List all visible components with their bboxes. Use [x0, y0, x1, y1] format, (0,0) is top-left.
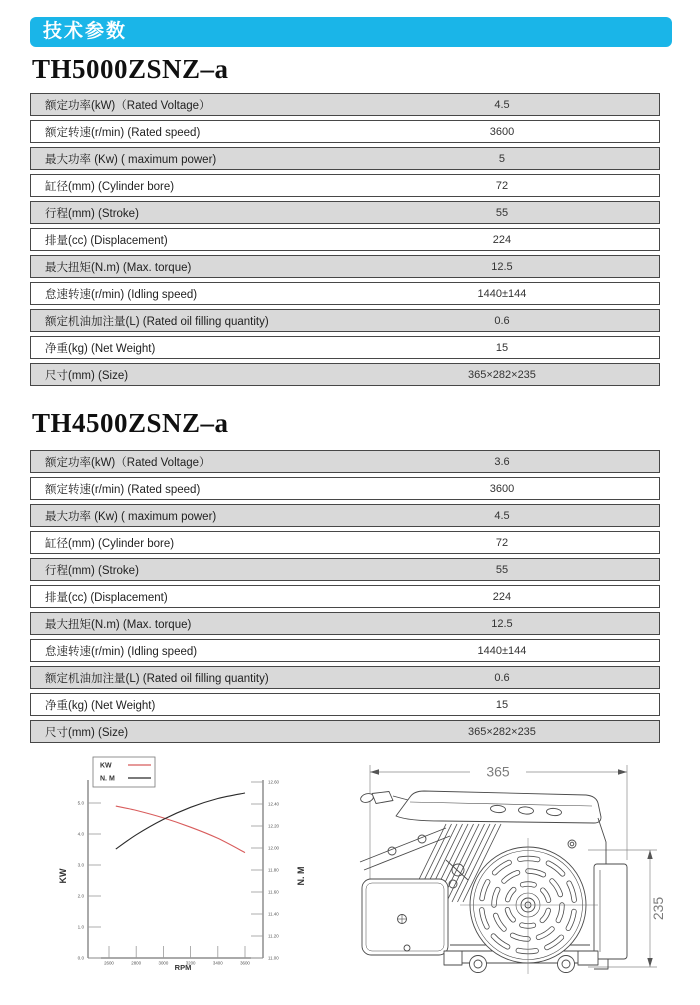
svg-text:12.20: 12.20 — [268, 823, 279, 829]
spec-row — [30, 693, 660, 716]
spec-value: 72 — [495, 179, 509, 192]
spec-label: 行程(mm) (Stroke) — [45, 564, 139, 577]
spec-label: 缸径(mm) (Cylinder bore) — [45, 180, 175, 193]
spec-table — [30, 450, 660, 747]
spec-label: 额定功率(kW)（Rated Voltage） — [45, 456, 211, 469]
svg-text:3200: 3200 — [185, 960, 196, 966]
spec-label: 最大扭矩(N.m) (Max. torque) — [45, 261, 192, 274]
svg-text:KW: KW — [100, 762, 112, 770]
svg-text:4.0: 4.0 — [77, 831, 84, 837]
spec-label: 最大扭矩(N.m) (Max. torque) — [45, 618, 192, 631]
svg-text:11.00: 11.00 — [268, 955, 279, 961]
section-header: 技术参数 — [30, 17, 672, 47]
performance-chart-area — [45, 748, 345, 998]
svg-text:5.0: 5.0 — [77, 800, 84, 806]
svg-text:2800: 2800 — [131, 960, 142, 966]
svg-text:1.0: 1.0 — [77, 924, 84, 930]
svg-text:RPM: RPM — [174, 963, 192, 972]
spec-row — [30, 558, 660, 581]
muffler — [362, 879, 448, 955]
engine-dimension-drawing — [350, 752, 698, 1000]
spec-value: 3600 — [489, 125, 515, 138]
spec-value: 1440±144 — [477, 287, 527, 300]
spec-row — [30, 477, 660, 500]
spec-value: 365×282×235 — [468, 725, 536, 738]
spec-label: 行程(mm) (Stroke) — [45, 207, 139, 220]
spec-label: 额定机油加注量(L) (Rated oil filling quantity) — [45, 672, 269, 685]
spec-row — [30, 612, 660, 635]
spec-value: 224 — [492, 233, 512, 246]
svg-text:N. M: N. M — [296, 866, 306, 886]
spec-value: 0.6 — [494, 314, 510, 327]
spec-row — [30, 228, 660, 251]
svg-text:11.60: 11.60 — [268, 889, 279, 895]
svg-text:11.40: 11.40 — [268, 911, 279, 917]
spec-row — [30, 585, 660, 608]
svg-text:12.40: 12.40 — [268, 801, 279, 807]
spec-label: 怠速转速(r/min) (Idling speed) — [45, 288, 198, 301]
spec-row — [30, 147, 660, 170]
spec-value: 72 — [495, 536, 509, 549]
chart-legend — [93, 757, 155, 787]
svg-text:12.60: 12.60 — [268, 779, 279, 785]
engine-dimension-drawing-area — [350, 752, 698, 1000]
spec-row — [30, 309, 660, 332]
svg-text:11.20: 11.20 — [268, 933, 279, 939]
svg-text:KW: KW — [58, 868, 68, 884]
spec-label: 额定机油加注量(L) (Rated oil filling quantity) — [45, 315, 269, 328]
spec-label: 排量(cc) (Displacement) — [45, 591, 168, 604]
spec-value: 365×282×235 — [468, 368, 536, 381]
spec-row — [30, 531, 660, 554]
spec-value: 12.5 — [491, 260, 513, 273]
svg-text:2600: 2600 — [104, 960, 114, 966]
svg-text:N. M: N. M — [100, 775, 115, 783]
spec-row — [30, 120, 660, 143]
spec-row — [30, 720, 660, 743]
spec-row — [30, 282, 660, 305]
spec-value: 224 — [492, 590, 512, 603]
spec-value: 12.5 — [491, 617, 513, 630]
svg-text:3600: 3600 — [240, 960, 250, 966]
spec-label: 额定功率(kW)（Rated Voltage） — [45, 99, 211, 112]
height-dimension-label: 235 — [650, 896, 666, 921]
series-nm-curve — [116, 793, 245, 849]
spec-row — [30, 201, 660, 224]
spec-label: 最大功率 (Kw) ( maximum power) — [45, 510, 217, 523]
spec-row — [30, 255, 660, 278]
model-title: TH4500ZSNZ–a — [32, 408, 229, 438]
spec-row — [30, 93, 660, 116]
spec-label: 额定转速(r/min) (Rated speed) — [45, 483, 201, 496]
svg-text:2.0: 2.0 — [77, 893, 84, 899]
spec-value: 4.5 — [494, 98, 510, 111]
spark-plug — [360, 792, 408, 804]
spec-row — [30, 363, 660, 386]
performance-chart — [45, 748, 345, 998]
svg-text:3400: 3400 — [212, 960, 223, 966]
spec-value: 4.5 — [494, 509, 510, 522]
svg-text:3000: 3000 — [158, 960, 169, 966]
spec-value: 5 — [498, 152, 506, 165]
spec-label: 额定转速(r/min) (Rated speed) — [45, 126, 201, 139]
spec-label: 尺寸(mm) (Size) — [45, 369, 129, 382]
spec-row — [30, 450, 660, 473]
spec-label: 排量(cc) (Displacement) — [45, 234, 168, 247]
spec-label: 怠速转速(r/min) (Idling speed) — [45, 645, 198, 658]
spec-value: 15 — [495, 341, 509, 354]
width-dimension-label: 365 — [486, 763, 510, 780]
spec-value: 15 — [495, 698, 509, 711]
svg-text:0.0: 0.0 — [77, 955, 84, 961]
model-title: TH5000ZSNZ–a — [32, 54, 229, 84]
spec-row — [30, 336, 660, 359]
series-kw-curve — [116, 806, 245, 853]
spec-label: 净重(kg) (Net Weight) — [45, 699, 156, 712]
spec-row — [30, 174, 660, 197]
spec-row — [30, 504, 660, 527]
engine-line-art — [360, 791, 627, 974]
spec-row — [30, 666, 660, 689]
spec-value: 55 — [495, 563, 509, 576]
svg-text:3.0: 3.0 — [77, 862, 84, 868]
spec-value: 1440±144 — [477, 644, 527, 657]
spec-value: 3600 — [489, 482, 515, 495]
spec-row — [30, 639, 660, 662]
spec-value: 55 — [495, 206, 509, 219]
svg-text:12.00: 12.00 — [268, 845, 279, 851]
spec-label: 尺寸(mm) (Size) — [45, 726, 129, 739]
spec-label: 缸径(mm) (Cylinder bore) — [45, 537, 175, 550]
svg-text:11.80: 11.80 — [268, 867, 279, 873]
spec-label: 净重(kg) (Net Weight) — [45, 342, 156, 355]
spec-value: 0.6 — [494, 671, 510, 684]
spec-value: 3.6 — [494, 455, 510, 468]
spec-table — [30, 93, 660, 390]
spec-label: 最大功率 (Kw) ( maximum power) — [45, 153, 217, 166]
